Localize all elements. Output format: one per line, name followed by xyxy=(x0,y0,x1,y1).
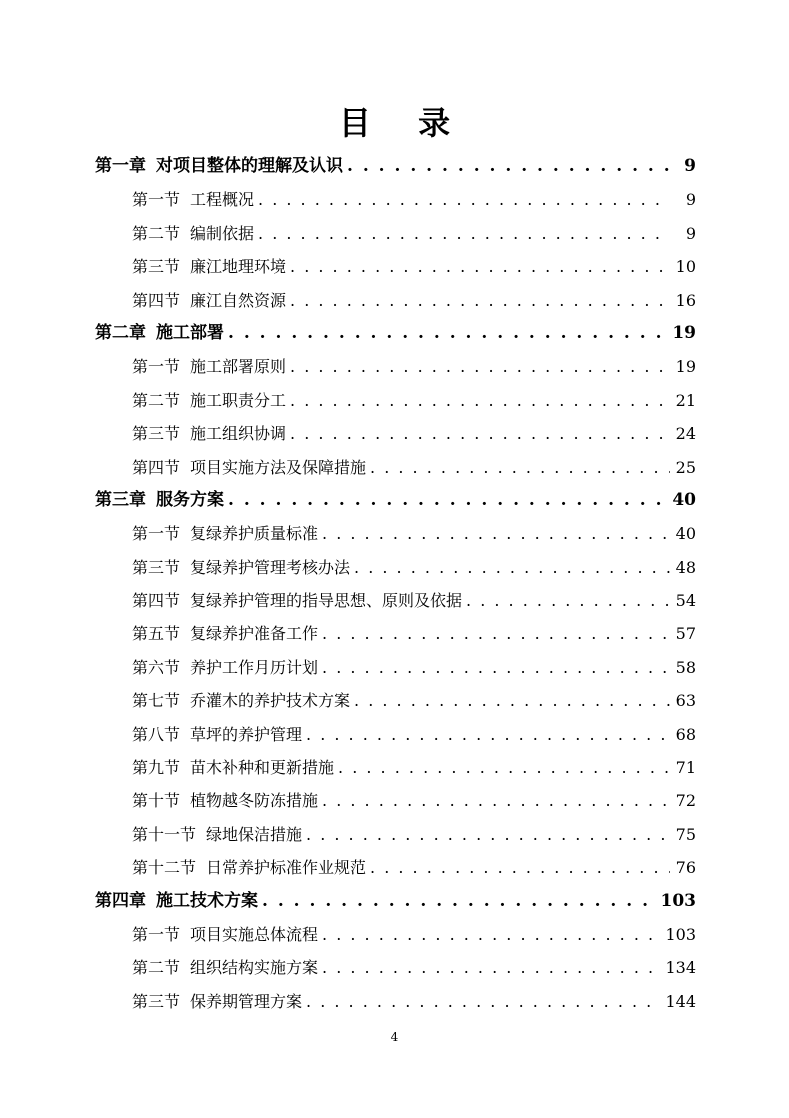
toc-entry-label xyxy=(132,651,318,684)
toc-entry-title: 组织结构实施方案 xyxy=(190,958,319,978)
toc-entry-label xyxy=(95,484,224,517)
toc-entry-title: 乔灌木的养护技术方案 xyxy=(190,691,351,711)
dot-leader xyxy=(262,885,657,918)
toc-entry-page-number: 72 xyxy=(675,791,696,811)
toc-entry-page-number: 24 xyxy=(675,424,696,444)
toc-section-entry[interactable] xyxy=(95,684,696,717)
toc-entry-number: 第十二节 xyxy=(132,858,197,878)
toc-entry-title: 复绿养护管理的指导思想、原则及依据 xyxy=(190,591,463,611)
toc-entry-number: 第六节 xyxy=(132,657,181,677)
toc-chapter-entry[interactable] xyxy=(95,317,696,350)
toc-entry-label xyxy=(132,784,318,817)
toc-entry-page-number: 54 xyxy=(675,591,696,611)
toc-entry-title: 养护工作月历计划 xyxy=(190,657,319,677)
dot-leader xyxy=(322,951,661,984)
toc-entry-page-number: 16 xyxy=(675,290,696,310)
toc-section-entry[interactable] xyxy=(95,517,696,550)
toc-section-entry[interactable] xyxy=(95,918,696,951)
toc-entry-page-number: 19 xyxy=(672,322,696,343)
toc-entry-page-number: 48 xyxy=(675,557,696,577)
toc-entry-title: 施工职责分工 xyxy=(190,390,287,410)
dot-leader xyxy=(258,217,670,250)
table-of-contents xyxy=(95,150,696,1018)
toc-entry-page-number: 40 xyxy=(672,489,696,510)
toc-section-entry[interactable] xyxy=(95,417,696,450)
toc-section-entry[interactable] xyxy=(95,851,696,884)
dot-leader xyxy=(290,417,670,450)
toc-entry-label xyxy=(132,851,366,884)
toc-entry-label xyxy=(132,551,350,584)
dot-leader xyxy=(290,284,670,317)
toc-entry-title: 施工部署原则 xyxy=(190,357,287,377)
toc-entry-label xyxy=(132,350,286,383)
toc-entry-number: 第四节 xyxy=(132,457,181,477)
toc-entry-label xyxy=(132,217,254,250)
dot-leader xyxy=(322,784,670,817)
toc-section-entry[interactable] xyxy=(95,217,696,250)
toc-entry-label xyxy=(132,684,350,717)
toc-entry-label xyxy=(132,918,318,951)
toc-entry-title: 复绿养护准备工作 xyxy=(190,624,319,644)
toc-entry-page-number: 63 xyxy=(675,691,696,711)
toc-section-entry[interactable] xyxy=(95,384,696,417)
toc-entry-number: 第十节 xyxy=(132,791,181,811)
toc-entry-number: 第二章 xyxy=(95,322,146,343)
toc-section-entry[interactable] xyxy=(95,250,696,283)
toc-entry-title: 对项目整体的理解及认识 xyxy=(156,156,343,176)
toc-section-entry[interactable] xyxy=(95,718,696,751)
toc-entry-page-number: 76 xyxy=(675,858,696,878)
toc-entry-title: 工程概况 xyxy=(190,190,255,210)
toc-entry-page-number: 19 xyxy=(675,357,696,377)
toc-entry-page-number: 103 xyxy=(665,924,696,944)
toc-entry-number: 第一节 xyxy=(132,357,181,377)
toc-entry-title: 施工部署 xyxy=(156,322,224,343)
toc-section-entry[interactable] xyxy=(95,751,696,784)
toc-entry-title: 项目实施方法及保障措施 xyxy=(190,457,367,477)
dot-leader xyxy=(322,651,670,684)
toc-entry-label xyxy=(132,517,318,550)
toc-entry-label xyxy=(132,718,302,751)
toc-entry-label xyxy=(132,417,286,450)
toc-entry-page-number: 75 xyxy=(675,824,696,844)
toc-entry-number: 第二节 xyxy=(132,958,181,978)
toc-entry-number: 第五节 xyxy=(132,624,181,644)
dot-leader xyxy=(347,150,670,183)
toc-entry-number: 第三节 xyxy=(132,257,181,277)
dot-leader xyxy=(228,484,668,517)
toc-entry-label xyxy=(132,818,302,851)
toc-entry-number: 第三节 xyxy=(132,991,181,1011)
toc-entry-title: 苗木补种和更新措施 xyxy=(190,758,335,778)
dot-leader xyxy=(354,551,670,584)
toc-entry-page-number: 68 xyxy=(675,724,696,744)
page-number: 4 xyxy=(390,1030,399,1044)
toc-entry-label xyxy=(95,317,224,350)
toc-entry-title: 服务方案 xyxy=(156,489,224,510)
toc-section-entry[interactable] xyxy=(95,818,696,851)
toc-entry-number: 第四节 xyxy=(132,591,181,611)
toc-entry-title: 廉江自然资源 xyxy=(190,290,287,310)
toc-entry-number: 第二节 xyxy=(132,223,181,243)
toc-entry-number: 第二节 xyxy=(132,390,181,410)
toc-entry-title: 复绿养护质量标准 xyxy=(190,524,319,544)
dot-leader xyxy=(338,751,670,784)
toc-entry-label xyxy=(95,150,343,183)
toc-entry-label xyxy=(95,885,258,918)
toc-entry-page-number: 21 xyxy=(675,390,696,410)
toc-entry-page-number: 58 xyxy=(675,657,696,677)
toc-section-entry[interactable] xyxy=(95,350,696,383)
toc-entry-page-number: 71 xyxy=(675,758,696,778)
toc-section-entry[interactable] xyxy=(95,985,696,1018)
toc-section-entry[interactable] xyxy=(95,551,696,584)
toc-entry-title: 植物越冬防冻措施 xyxy=(190,791,319,811)
toc-entry-page-number: 103 xyxy=(660,890,696,911)
toc-section-entry[interactable] xyxy=(95,617,696,650)
toc-entry-number: 第四章 xyxy=(95,890,146,911)
toc-entry-number: 第三章 xyxy=(95,489,146,510)
toc-entry-title: 廉江地理环境 xyxy=(190,257,287,277)
dot-leader xyxy=(306,718,670,751)
toc-entry-title: 施工技术方案 xyxy=(156,890,258,911)
toc-chapter-entry[interactable] xyxy=(95,484,696,517)
toc-entry-page-number: 25 xyxy=(675,457,696,477)
toc-entry-title: 复绿养护管理考核办法 xyxy=(190,557,351,577)
toc-entry-page-number: 40 xyxy=(675,524,696,544)
dot-leader xyxy=(354,684,670,717)
toc-entry-label xyxy=(132,617,318,650)
toc-entry-label xyxy=(132,183,254,216)
toc-entry-page-number: 9 xyxy=(685,190,696,210)
page-title: 目 录 xyxy=(338,104,469,142)
toc-entry-title: 编制依据 xyxy=(190,223,255,243)
toc-entry-number: 第一节 xyxy=(132,924,181,944)
toc-entry-label xyxy=(132,250,286,283)
toc-entry-page-number: 9 xyxy=(684,156,696,176)
toc-entry-page-number: 57 xyxy=(675,624,696,644)
toc-entry-number: 第三节 xyxy=(132,557,181,577)
toc-section-entry[interactable] xyxy=(95,183,696,216)
toc-entry-label xyxy=(132,284,286,317)
toc-entry-number: 第八节 xyxy=(132,724,181,744)
toc-section-entry[interactable] xyxy=(95,584,696,617)
toc-section-entry[interactable] xyxy=(95,284,696,317)
toc-entry-number: 第四节 xyxy=(132,290,181,310)
toc-entry-number: 第九节 xyxy=(132,758,181,778)
toc-entry-number: 第七节 xyxy=(132,691,181,711)
toc-entry-number: 第一章 xyxy=(95,156,146,176)
toc-entry-number: 第一节 xyxy=(132,524,181,544)
toc-entry-number: 第一节 xyxy=(132,190,181,210)
dot-leader xyxy=(370,851,670,884)
toc-entry-label xyxy=(132,451,366,484)
toc-section-entry[interactable] xyxy=(95,951,696,984)
dot-leader xyxy=(370,451,670,484)
toc-entry-page-number: 144 xyxy=(665,991,696,1011)
toc-entry-page-number: 134 xyxy=(665,958,696,978)
toc-entry-title: 保养期管理方案 xyxy=(190,991,303,1011)
dot-leader xyxy=(322,918,661,951)
dot-leader xyxy=(306,985,661,1018)
toc-entry-label xyxy=(132,985,302,1018)
toc-entry-label xyxy=(132,384,286,417)
dot-leader xyxy=(306,818,670,851)
toc-chapter-entry[interactable] xyxy=(95,885,696,918)
dot-leader xyxy=(290,384,670,417)
toc-entry-label xyxy=(132,751,334,784)
toc-entry-title: 项目实施总体流程 xyxy=(190,924,319,944)
dot-leader xyxy=(290,250,670,283)
toc-entry-label xyxy=(132,951,318,984)
toc-entry-number: 第十一节 xyxy=(132,824,197,844)
toc-entry-title: 绿地保洁措施 xyxy=(206,824,303,844)
dot-leader xyxy=(322,617,670,650)
toc-entry-page-number: 9 xyxy=(685,223,696,243)
dot-leader xyxy=(466,584,670,617)
toc-section-entry[interactable] xyxy=(95,651,696,684)
toc-entry-title: 草坪的养护管理 xyxy=(190,724,303,744)
toc-entry-title: 施工组织协调 xyxy=(190,424,287,444)
toc-entry-label xyxy=(132,584,462,617)
toc-entry-number: 第三节 xyxy=(132,424,181,444)
dot-leader xyxy=(258,183,670,216)
toc-chapter-entry[interactable] xyxy=(95,150,696,183)
toc-entry-page-number: 10 xyxy=(675,257,696,277)
dot-leader xyxy=(228,317,668,350)
toc-section-entry[interactable] xyxy=(95,451,696,484)
dot-leader xyxy=(290,350,670,383)
toc-section-entry[interactable] xyxy=(95,784,696,817)
toc-entry-title: 日常养护标准作业规范 xyxy=(206,858,367,878)
dot-leader xyxy=(322,517,670,550)
